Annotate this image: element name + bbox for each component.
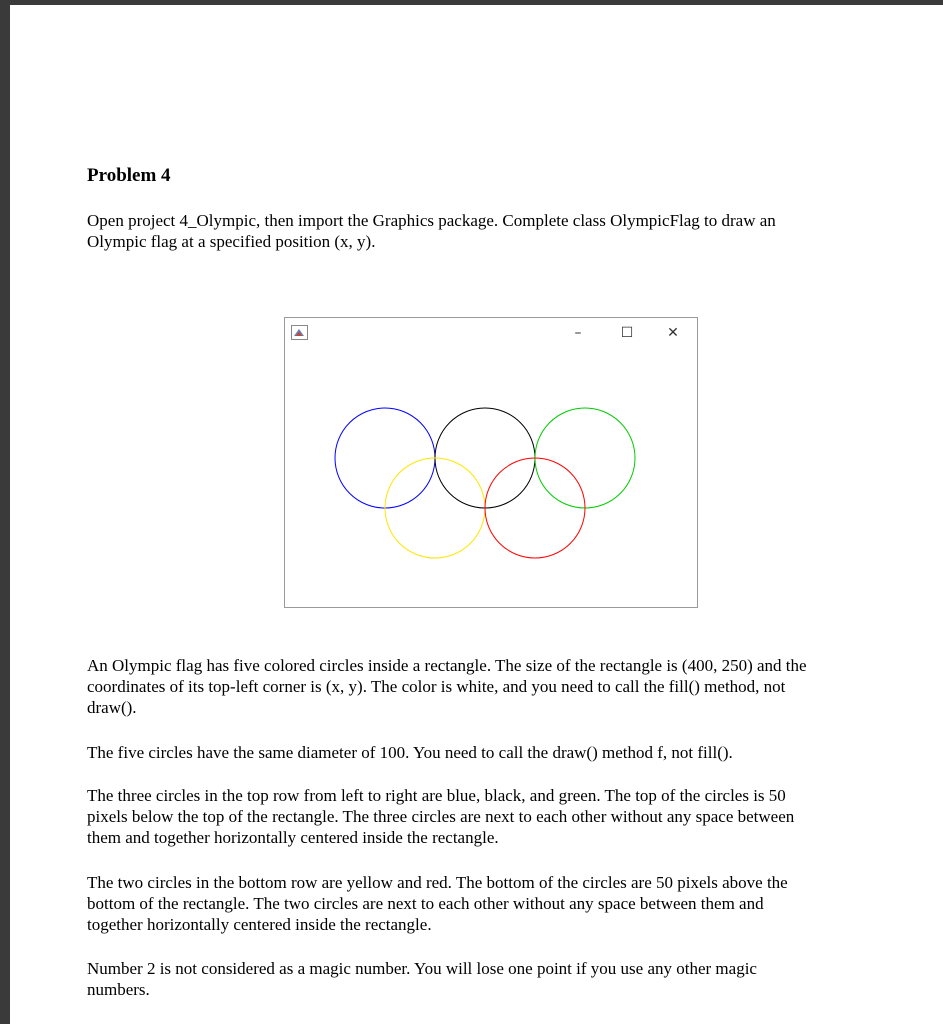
description-paragraph-3: The three circles in the top row from left to right are blue, black, and green. The top of the circles is 50 pixels below the top of the rectangle. The three circles are next to each other without any space between them and together horizontally centered inside the rectangle.	[87, 786, 795, 847]
black-ring	[435, 408, 535, 508]
description-paragraph-2: The five circles have the same diameter of 100. You need to call the draw() method f, not fill().	[87, 743, 733, 762]
close-button[interactable]: ✕	[667, 325, 679, 341]
blue-ring	[335, 408, 435, 508]
minimize-button[interactable]: –	[574, 325, 582, 341]
description-paragraph-5: Number 2 is not considered as a magic number. You will lose one point if you use any other magic numbers.	[87, 959, 757, 999]
intro-paragraph: Open project 4_Olympic, then import the Graphics package. Complete class OlympicFlag to draw an Olympic flag at a specified position (x, y).	[87, 211, 776, 251]
red-ring	[485, 458, 585, 558]
yellow-ring	[385, 458, 485, 558]
page-title: Problem 4	[87, 165, 171, 186]
window-titlebar	[285, 318, 697, 348]
description-paragraph-1: An Olympic flag has five colored circles inside a rectangle. The size of the rectangle is (400, 250) and the coordinates of its top-left corner is (x, y). The color is white, and you need to call the fill() method, not draw().	[87, 656, 807, 717]
flag-canvas	[285, 348, 697, 607]
description-paragraph-4: The two circles in the bottom row are yellow and red. The bottom of the circles are 50 pixels above the bottom of the rectangle. The two circles are next to each other without any space between them and together horizontally centered inside the rectangle.	[87, 873, 788, 934]
olympic-flag-window	[284, 317, 698, 608]
maximize-button[interactable]: ☐	[620, 325, 634, 341]
green-ring	[535, 408, 635, 508]
java-app-icon	[291, 325, 308, 340]
document-page	[10, 5, 943, 1024]
